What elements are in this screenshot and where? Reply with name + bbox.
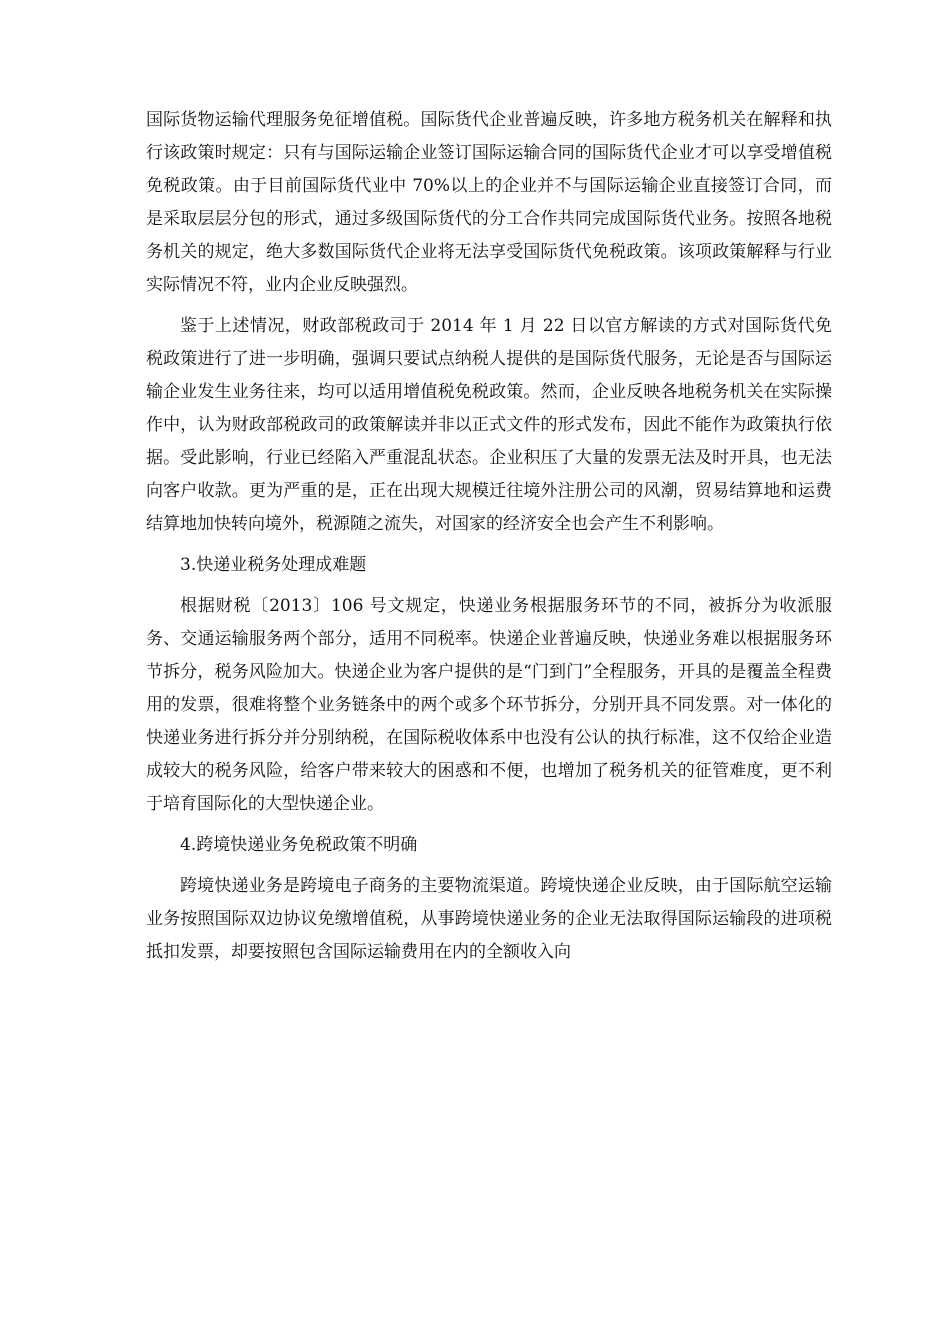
paragraph-intro: 国际货物运输代理服务免征增值税。国际货代企业普遍反映，许多地方税务机关在解释和执行该政策时规定：只有与国际运输企业签订国际运输合同的国际货代企业才可以享受增值税免税政策。由于目前国际货代业中 70%以上的企业并不与国际运输企业直接签订合同，而是采取层层分包的形式，通过多级国际货代的分工合作共同完成国际货代业务。按照各地税务机关的规定，绝大多数国际货代企业将无法享受国际货代免税政策。该项政策解释与行业实际情况不符，业内企业反映强烈。 (146, 110, 832, 295)
section-heading-3: 3.快递业税务处理成难题 (180, 555, 367, 575)
paragraph-cross-border: 跨境快递业务是跨境电子商务的主要物流渠道。跨境快递企业反映，由于国际航空运输业务按照国际双边协议免缴增值税，从事跨境快递业务的企业无法取得国际运输段的进项税抵扣发票，却要按照包含国际运输费用在内的全额收入向 (146, 876, 832, 962)
section-heading-4: 4.跨境快递业务免税政策不明确 (180, 835, 418, 855)
paragraph-policy-clarification: 鉴于上述情况，财政部税政司于 2014 年 1 月 22 日以官方解读的方式对国际货代免税政策进行了进一步明确，强调只要试点纳税人提供的是国际货代服务，无论是否与国际运输企业发生业务往来，均可以适用增值税免税政策。然而，企业反映各地税务机关在实际操作中，认为财政部税政司的政策解读并非以正式文件的形式发布，因此不能作为政策执行依据。受此影响，行业已经陷入严重混乱状态。企业积压了大量的发票无法及时开具，也无法向客户收款。更为严重的是，正在出现大规模迁往境外注册公司的风潮，贸易结算地和运费结算地加快转向境外，税源随之流失，对国家的经济安全也会产生不利影响。 (146, 316, 832, 534)
document-body (146, 104, 832, 977)
paragraph-express-tax: 根据财税〔2013〕106 号文规定，快递业务根据服务环节的不同，被拆分为收派服务、交通运输服务两个部分，适用不同税率。快递企业普遍反映，快递业务难以根据服务环节拆分，税务风险加大。快递企业为客户提供的是“门到门”全程服务，开具的是覆盖全程费用的发票，很难将整个业务链条中的两个或多个环节拆分，分别开具不同发票。对一体化的快递业务进行拆分并分别纳税，在国际税收体系中也没有公认的执行标准，这不仅给企业造成较大的税务风险，给客户带来较大的困惑和不便，也增加了税务机关的征管难度，更不利于培育国际化的大型快递企业。 (146, 596, 832, 814)
